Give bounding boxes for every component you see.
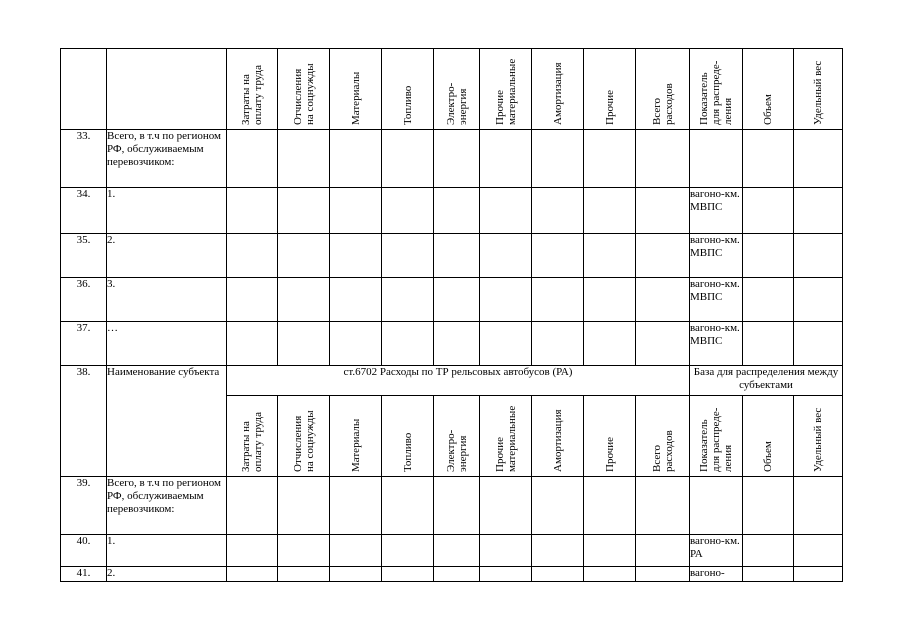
header-other-materials: Прочие материальные [480, 49, 532, 130]
row-number: 41. [61, 567, 107, 582]
row-number: 33. [61, 130, 107, 188]
header-amortization: Амортизация [532, 49, 584, 130]
header-volume: Объем [743, 396, 794, 477]
header-other: Прочие [584, 396, 636, 477]
row-name: Наименование субъекта [107, 366, 227, 477]
table-row [61, 322, 843, 366]
row-name: … [107, 322, 227, 366]
column-header-row [61, 49, 843, 130]
row-name: 1. [107, 188, 227, 234]
distribution-base: вагоно-км. РА [690, 535, 743, 567]
table-row [61, 234, 843, 278]
header-other-materials: Прочие материальные [480, 396, 532, 477]
row-name: 3. [107, 278, 227, 322]
section-title: ст.6702 Расходы по ТР рельсовых автобусов (РА) [227, 366, 690, 396]
row-number: 34. [61, 188, 107, 234]
header-indicator: Показатель для распреде- ления [690, 396, 743, 477]
header-materials: Материалы [330, 49, 382, 130]
header-amortization: Амортизация [532, 396, 584, 477]
header-total: Всего расходов [636, 396, 690, 477]
row-name: 1. [107, 535, 227, 567]
base-title: База для распределения между субъектами [690, 366, 843, 396]
header-share: Удельный вес [794, 396, 843, 477]
distribution-base: вагоно-км. МВПС [690, 188, 743, 234]
row-number: 38. [61, 366, 107, 477]
row-number: 40. [61, 535, 107, 567]
header-indicator: Показатель для распреде- ления [690, 49, 743, 130]
table-row [61, 567, 843, 582]
section-title-row [61, 366, 843, 396]
header-name-cell [107, 49, 227, 130]
row-name: 2. [107, 567, 227, 582]
header-social: Отчисления на соцнужды [278, 49, 330, 130]
header-fuel: Топливо [382, 396, 434, 477]
header-electricity: Электро- энергия [434, 49, 480, 130]
header-total: Всего расходов [636, 49, 690, 130]
header-labor: Затраты на оплату труда [227, 49, 278, 130]
row-name: Всего, в т.ч по регионом РФ, обслуживаемым перевозчиком: [107, 130, 227, 188]
table-row [61, 130, 843, 188]
table-row [61, 535, 843, 567]
row-number: 37. [61, 322, 107, 366]
distribution-base: вагоно- [690, 567, 743, 582]
header-num-cell [61, 49, 107, 130]
header-share: Удельный вес [794, 49, 843, 130]
header-volume: Объем [743, 49, 794, 130]
table-row [61, 477, 843, 535]
distribution-base: вагоно-км. МВПС [690, 234, 743, 278]
header-materials: Материалы [330, 396, 382, 477]
cost-allocation-table [60, 48, 843, 582]
row-number: 35. [61, 234, 107, 278]
distribution-base: вагоно-км. МВПС [690, 278, 743, 322]
row-number: 39. [61, 477, 107, 535]
table-row [61, 278, 843, 322]
row-number: 36. [61, 278, 107, 322]
table-row [61, 188, 843, 234]
header-fuel: Топливо [382, 49, 434, 130]
distribution-base: вагоно-км. МВПС [690, 322, 743, 366]
header-other: Прочие [584, 49, 636, 130]
header-social: Отчисления на соцнужды [278, 396, 330, 477]
header-electricity: Электро- энергия [434, 396, 480, 477]
row-name: 2. [107, 234, 227, 278]
row-name: Всего, в т.ч по регионом РФ, обслуживаемым перевозчиком: [107, 477, 227, 535]
header-labor: Затраты на оплату труда [227, 396, 278, 477]
